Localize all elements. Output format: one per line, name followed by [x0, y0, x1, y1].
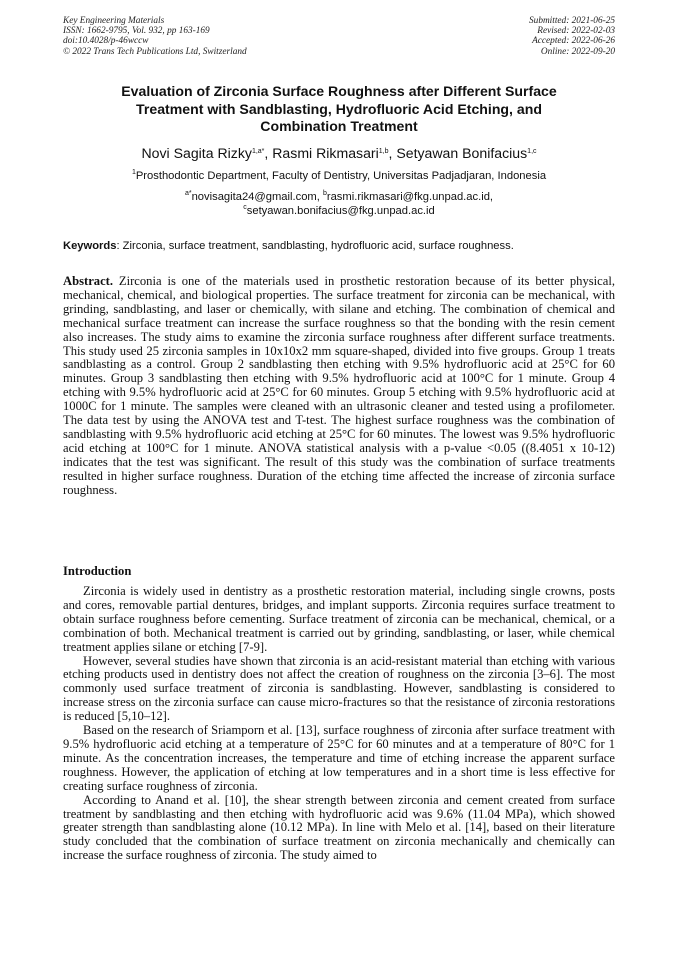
- abstract: [63, 275, 615, 498]
- author-list: [63, 144, 615, 162]
- email-link[interactable]: novisagita24@gmail.com,: [191, 191, 323, 203]
- author-emails: [63, 190, 615, 219]
- paragraph: Based on the research of Sriamporn et al. [13], surface roughness of zirconia after surface treatment with 9.5% hydrofluoric acid etching at a temperature of 25°C for 60 minutes and at a temperature of 80°C for 1 minute. As the concentration increases, the temperature and time of etching increase the apparent surface roughness. However, the application of etching at low temperatures and in a short time is less effective for creating surface roughness of zirconia.: [63, 723, 615, 793]
- author-affil-mark: 1,b: [378, 148, 389, 155]
- accepted-date: Accepted: 2022-06-26: [532, 36, 615, 47]
- online-date: Online: 2022-09-20: [540, 46, 615, 57]
- author-name: Novi Sagita Rizky: [141, 145, 252, 161]
- paragraph: According to Anand et al. [10], the shear strength between zirconia and cement created from surface treatment by sandblasting and then etching with hydrofluoric acid was 9.6% (11.04 MPa), which showed greater strength than sandblasting alone (10.12 MPa). In line with Melo et al. [14], based on their literature study concluded that the combination of surface treatment on zirconia mechanically and chemically can increase the surface roughness of zirconia. The study aimed to: [63, 792, 615, 863]
- email-mark: a*: [184, 190, 192, 197]
- journal-name: Key Engineering Materials: [63, 16, 165, 26]
- keywords: [63, 239, 615, 253]
- abstract-label: Abstract.: [63, 274, 114, 288]
- paragraph: However, several studies have shown that zirconia is an acid-resistant material than etching with various etching products used in dentistry does not affect the creation of roughness on the zirconia [3–6]. The most commonly used surface treatment of zirconia is sandblasting. However, sandblasting is considered to increase stress on the zirconia surface can cause micro-fractures so that the resistance of zirconia restorations is reduced [5,10–12].: [63, 653, 615, 724]
- email-line: [63, 204, 615, 218]
- email-link[interactable]: setyawan.bonifacius@fkg.unpad.ac.id: [246, 205, 435, 218]
- author-affil-mark: 1,c: [527, 148, 537, 155]
- email-mark: b: [322, 190, 327, 197]
- author-separator: ,: [388, 145, 397, 161]
- author-affil-mark: 1,a*: [251, 148, 265, 155]
- keywords-text: : Zirconia, surface treatment, sandblasting, hydrofluoric acid, surface roughness.: [116, 240, 514, 252]
- author-separator: ,: [264, 145, 273, 161]
- affiliation: [63, 169, 615, 183]
- affiliation-mark: 1: [131, 169, 136, 176]
- revised-date: Revised: 2022-02-03: [537, 26, 615, 37]
- email-link[interactable]: rasmi.rikmasari@fkg.unpad.ac.id,: [326, 191, 494, 203]
- dates-info: [529, 16, 615, 57]
- affiliation-text: Prosthodontic Department, Faculty of Dentistry, Universitas Padjadjaran, Indonesia: [135, 170, 547, 182]
- copyright-line: © 2022 Trans Tech Publications Ltd, Switzerland: [63, 46, 247, 57]
- journal-info: [63, 16, 247, 57]
- introduction-body: [63, 585, 615, 863]
- introduction-heading: Introduction: [63, 564, 132, 578]
- title-line: Treatment with Sandblasting, Hydrofluoric Acid Etching, and: [136, 100, 542, 117]
- paragraph: Zirconia is widely used in dentistry as a prosthetic restoration material, including single crowns, posts and cores, removable partial dentures, bridges, and implant supports. Zirconia requires surface treatment to obtain surface roughness before cementing. Surface treatment of zirconia can be mechanical, chemical, or a combination of both. Mechanical treatment is carried out by grinding, sandblasting, or laser, while chemical treatment applies silane or etching [7-9].: [63, 584, 615, 654]
- email-mark: c: [243, 204, 247, 212]
- abstract-text: Zirconia is one of the materials used in prosthetic restoration because of its better physical, mechanical, chemical, and biological properties. The surface treatment for zirconia can be mechanical, with grinding, sandblasting, and laser or chemically, with silane and etching. The combination of chemical and mechanical surface treatment can increase the surface roughness so that the bonding with the resin cement also increases. The study aims to examine the zirconia surface roughness after different surface treatments. This study used 25 zirconia samples in 10x10x2 mm square-shaped, divided into five groups. Group 1 treats sandblasting as a control. Group 2 sandblasting then etching with 9.5% hydrofluoric acid at 25°C for 60 minutes. Group 3 sandblasting then etching with 9.5% hydrofluoric acid at 100°C for 1 minute. Group 4 etching with 9.5% hydrofluoric acid at 25°C for 60 minutes. Group 5 etching with 9.5% hydrofluoric acid at 1000C for 1 minute. The samples were cleaned with an ultrasonic cleaner and tested using a profilometer. The data test by using the ANOVA test and T-test. The highest surface roughness was the combination of sandblasting with 9.5% hydrofluoric acid etching at 25°C for 60 minutes. The lowest was 9.5% hydrofluoric acid etching at 100°C for 1 minute. ANOVA statistical analysis with a p-value <0.05 ((8.4051 x 10-12) indicates that the test was significant. The result of this study was the combination of surface treatments resulted in higher surface roughness. Duration of the etching time affected the increase of zirconia surface roughness.: [63, 274, 615, 497]
- author-name: Setyawan Bonifacius: [396, 145, 528, 161]
- email-line: [63, 190, 615, 204]
- submitted-date: Submitted: 2021-06-25: [529, 16, 615, 26]
- paper-title: [63, 83, 615, 136]
- title-line: Combination Treatment: [260, 118, 418, 135]
- issn-line: ISSN: 1662-9795, Vol. 932, pp 163-169: [63, 26, 210, 37]
- keywords-label: Keywords: [63, 240, 117, 252]
- doi-line: doi:10.4028/p-46wccw: [63, 36, 149, 47]
- author-name: Rasmi Rikmasari: [272, 145, 379, 161]
- title-line: Evaluation of Zirconia Surface Roughness after Different Surface: [121, 83, 557, 99]
